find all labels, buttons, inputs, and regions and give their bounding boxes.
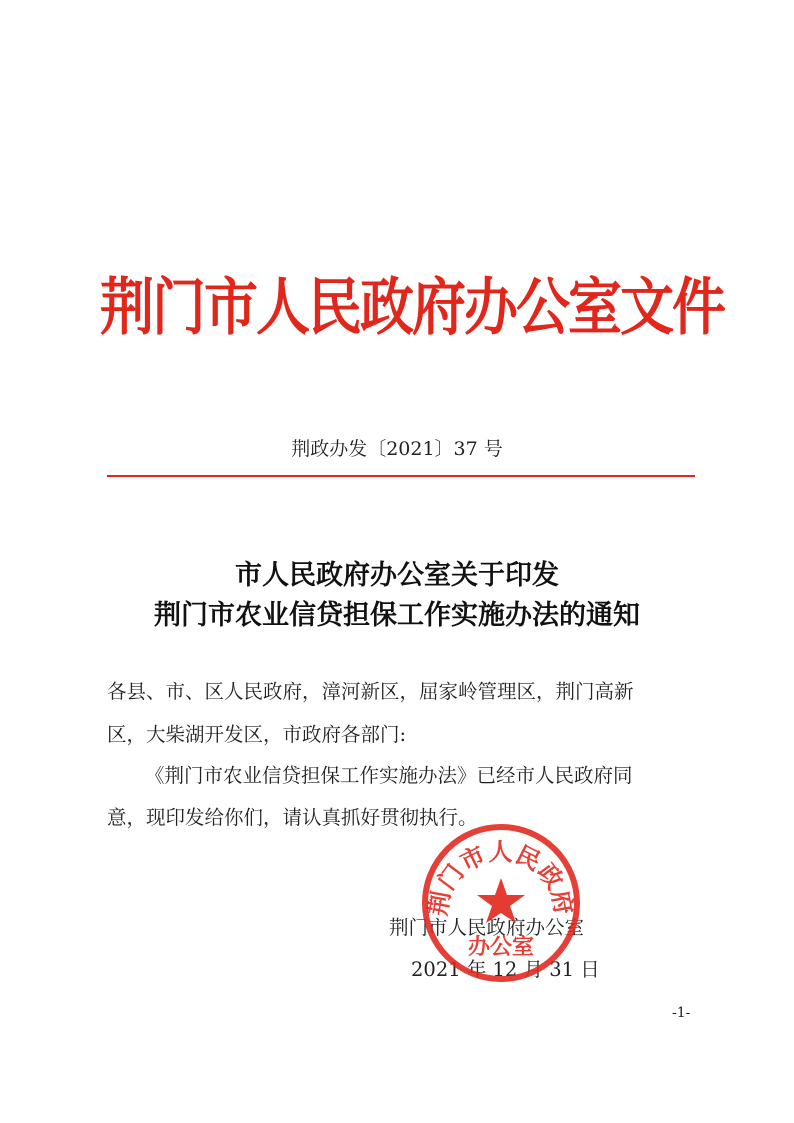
notice-title-line2: 荆门市农业信贷担保工作实施办法的通知 xyxy=(154,600,640,631)
masthead-title: 荆门市人民政府办公室文件 xyxy=(100,271,724,344)
seal-star-icon xyxy=(477,878,525,923)
body-line-4: 意，现印发给你们，请认真抓好贯彻执行。 xyxy=(107,806,478,829)
seal-ring-text: 荆门市人民政府 xyxy=(423,838,579,918)
signature-date: 2021 年 12 月 31 日 xyxy=(411,958,600,981)
signature-org: 荆门市人民政府办公室 xyxy=(389,916,585,939)
body-line-3: 《荆门市农业信贷担保工作实施办法》已经市人民政府同 xyxy=(145,764,633,787)
document-number: 荆政办发〔2021〕37 号 xyxy=(291,438,503,460)
body-line-1: 各县、市、区人民政府，漳河新区，屈家岭管理区，荆门高新 xyxy=(107,680,634,703)
body-line-2: 区，大柴湖开发区，市政府各部门: xyxy=(107,723,407,746)
official-seal-icon xyxy=(420,822,582,984)
seal-bottom-text: 办公室 xyxy=(467,935,535,960)
notice-title-line1: 市人民政府办公室关于印发 xyxy=(235,560,559,591)
red-divider-line xyxy=(107,475,695,477)
page-number: -1- xyxy=(672,1005,691,1021)
